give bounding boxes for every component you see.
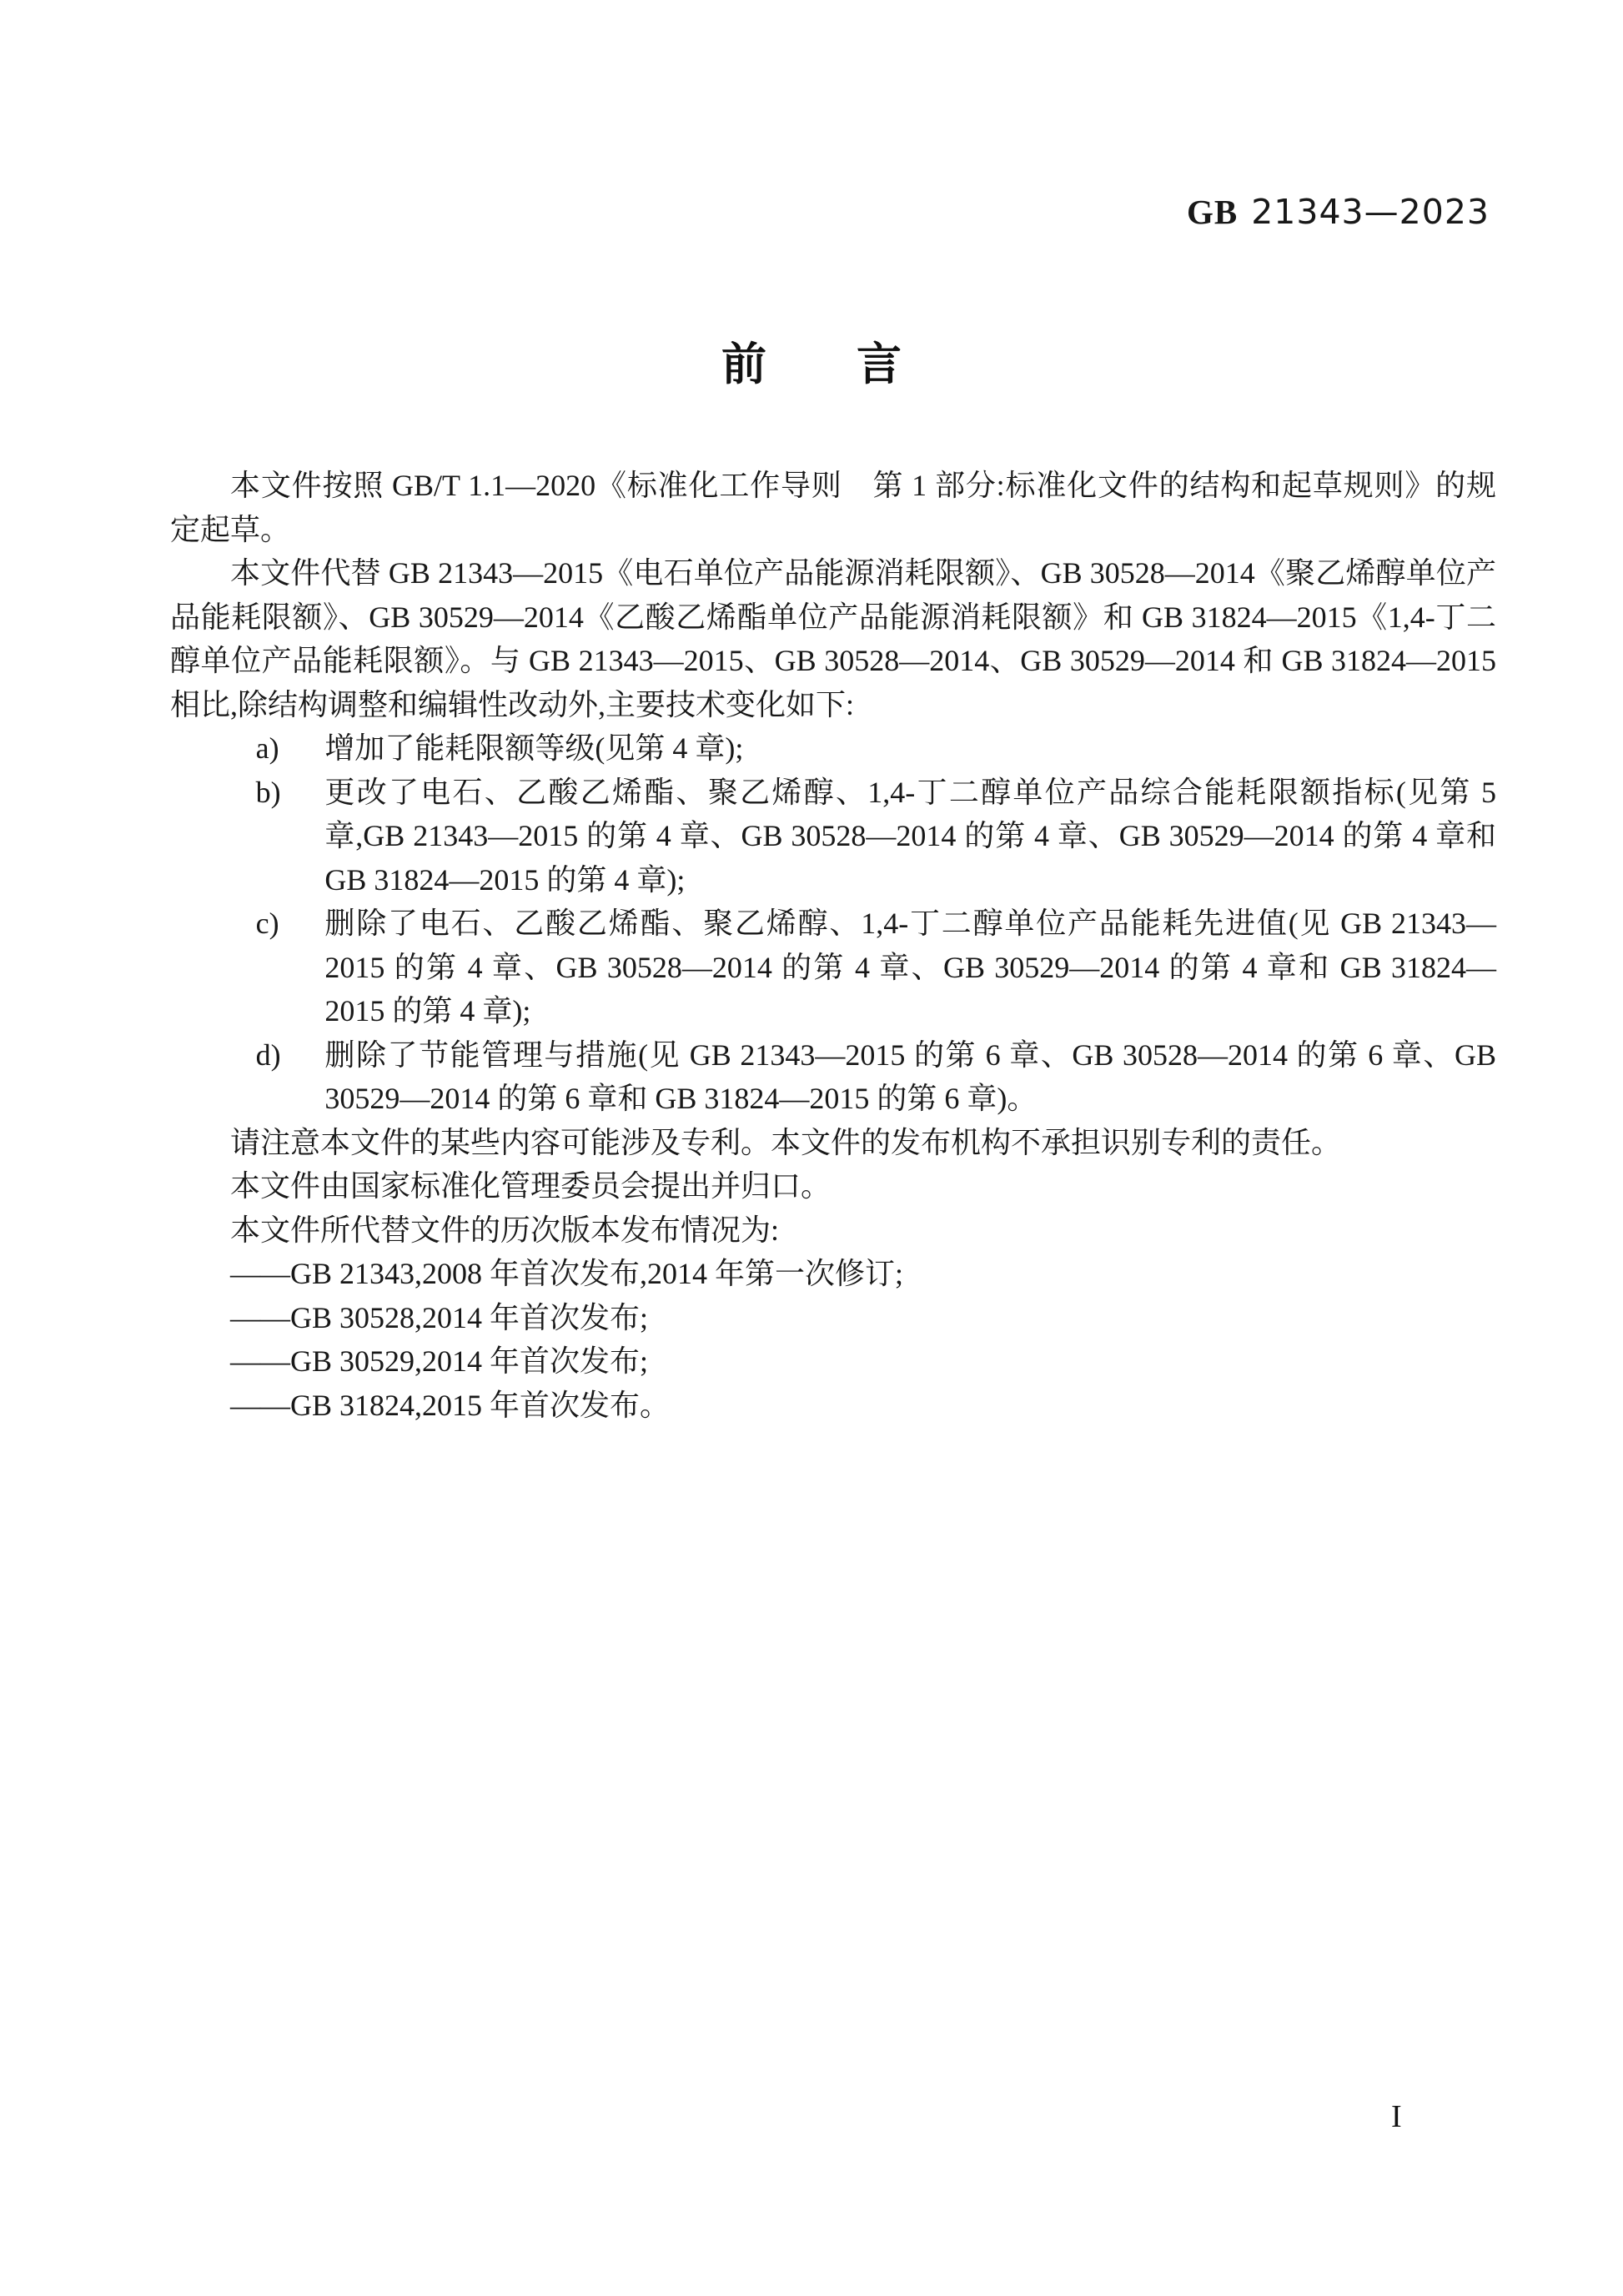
standard-code-prefix: GB <box>1186 193 1239 231</box>
history-item: ——GB 30529,2014 年首次发布; <box>230 1344 649 1378</box>
change-item-c <box>170 902 1496 1033</box>
change-item-label: b) <box>255 775 281 809</box>
standard-code-number: 21343—2023 <box>1251 192 1490 232</box>
change-item-d <box>170 1033 1496 1121</box>
change-item-text: 增加了能耗限额等级(见第 4 章); <box>324 731 744 765</box>
foreword-title: 前 言 <box>721 339 902 389</box>
change-item-label: c) <box>255 907 279 940</box>
change-item-text: 更改了电石、乙酸乙烯酯、聚乙烯醇、1,4-丁二醇单位产品综合能耗限额指标(见第 5 章,GB 21343—2015 的第 4 章、GB 30528—2014 的第 4 章、GB 30529—2014 的第 4 章和 GB 31824—2015 的第 4 章); <box>324 775 1496 897</box>
history-item: ——GB 21343,2008 年首次发布,2014 年第一次修订; <box>230 1257 904 1290</box>
page-number: I <box>1391 2099 1402 2134</box>
change-item-label: a) <box>255 731 279 765</box>
intro-paragraph-1: 本文件按照 GB/T 1.1—2020《标准化工作导则 第 1 部分:标准化文件的结构和起草规则》的规定起草。 <box>170 469 1496 546</box>
version-history-list <box>170 1252 1496 1427</box>
issuing-body-paragraph: 本文件由国家标准化管理委员会提出并归口。 <box>230 1169 832 1203</box>
patent-notice-paragraph: 请注意本文件的某些内容可能涉及专利。本文件的发布机构不承担识别专利的责任。 <box>230 1125 1342 1159</box>
change-item-label: d) <box>255 1037 281 1072</box>
history-intro-paragraph: 本文件所代替文件的历次版本发布情况为: <box>230 1213 780 1247</box>
history-item: ——GB 31824,2015 年首次发布。 <box>230 1388 671 1422</box>
change-item-text: 删除了节能管理与措施(见 GB 21343—2015 的第 6 章、GB 30528—2014 的第 6 章、GB 30529—2014 的第 6 章和 GB 31824—2015 的第 6 章)。 <box>324 1037 1496 1115</box>
foreword-content <box>170 464 1496 1427</box>
change-list <box>170 726 1496 1121</box>
change-item-a <box>170 726 1496 771</box>
history-item: ——GB 30528,2014 年首次发布; <box>230 1300 649 1334</box>
change-item-b <box>170 771 1496 902</box>
change-item-text: 删除了电石、乙酸乙烯酯、聚乙烯醇、1,4-丁二醇单位产品能耗先进值(见 GB 21343—2015 的第 4 章、GB 30528—2014 的第 4 章、GB 30529—2014 的第 4 章和 GB 31824—2015 的第 4 章); <box>324 907 1496 1027</box>
intro-paragraph-2: 本文件代替 GB 21343—2015《电石单位产品能源消耗限额》、GB 30528—2014《聚乙烯醇单位产品能耗限额》、GB 30529—2014《乙酸乙烯酯单位产品能源消耗限额》和 GB 31824—2015《1,4-丁二醇单位产品能耗限额》。与 GB 21343—2015、GB 30528—2014、GB 30529—2014 和 GB 31824—2015 相比,除结构调整和编辑性改动外,主要技术变化如下: <box>170 556 1496 721</box>
standard-code <box>1187 192 1490 232</box>
